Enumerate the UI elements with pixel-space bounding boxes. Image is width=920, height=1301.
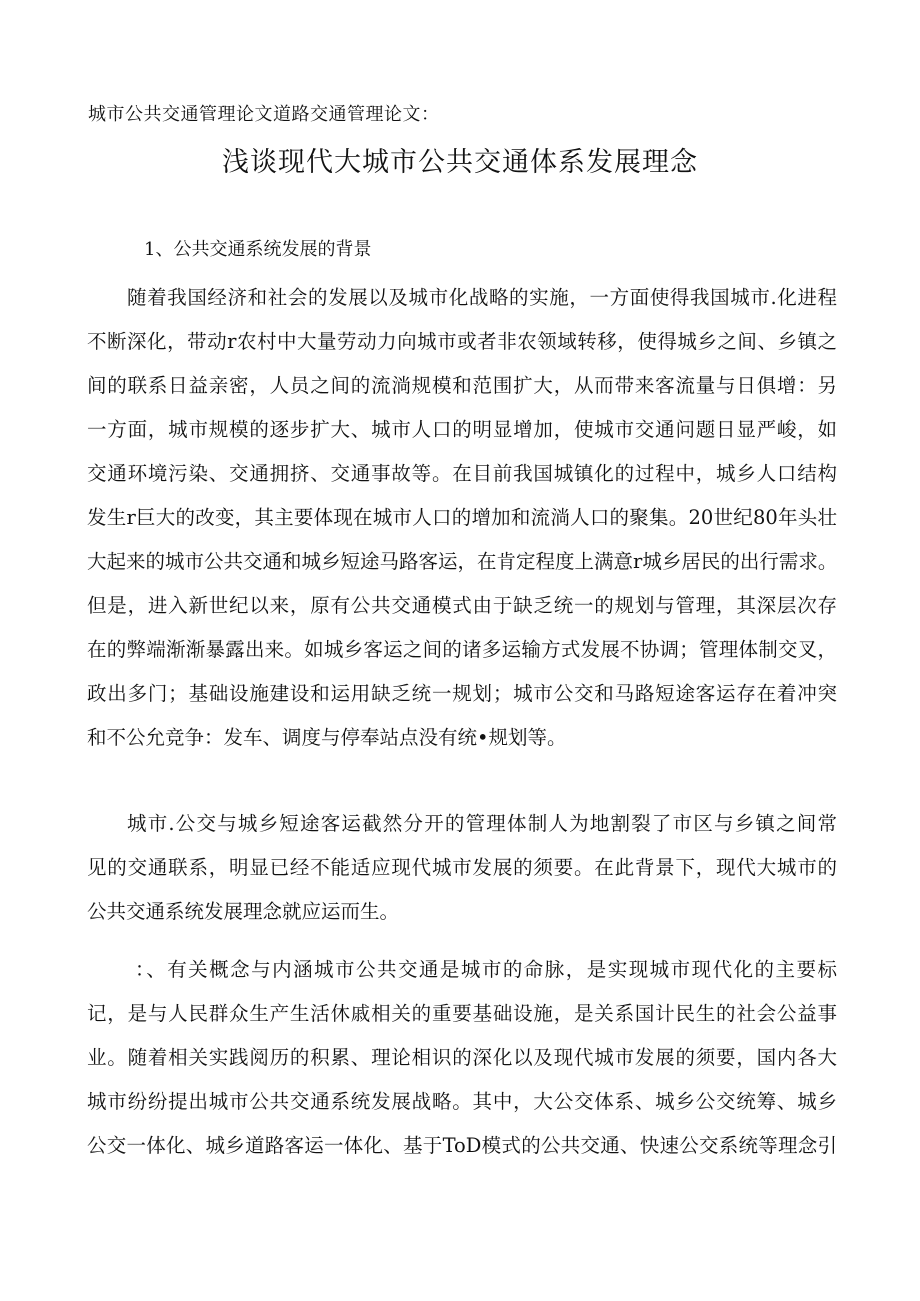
document-header-line: 城市公共交通管理论文道路交通管理论文： bbox=[88, 104, 440, 125]
paragraph-line: 不断深化，带动r农村中大量劳动力向城市或者非农领域转移，使得城乡之间、乡镇之 bbox=[87, 330, 837, 353]
paragraph-line: 公交一体化、城乡道路客运一体化、基于ToD模式的公共交通、快速公交系统等理念引 bbox=[87, 1134, 837, 1157]
paragraph-line: 一方面，城市规模的逐步扩大、城市人口的明显增加，使城市交通问题日显严峻，如 bbox=[87, 418, 837, 441]
paragraph-line: 在的弊端渐渐暴露出来。如城乡客运之间的诸多运输方式发展不协调；管理体制交叉， bbox=[87, 638, 837, 661]
paragraph-line: 公共交通系统发展理念就应运而生。 bbox=[87, 900, 400, 923]
paragraph-line: 政出多门；基础设施建设和运用缺乏统一规划；城市公交和马路短途客运存在着冲突 bbox=[87, 682, 837, 705]
document-title: 浅谈现代大城市公共交通体系发展理念 bbox=[222, 147, 698, 178]
paragraph-background bbox=[87, 276, 837, 760]
paragraph-management bbox=[87, 802, 837, 934]
paragraph-line: 发生r巨大的改变，其主要体现在城市人口的增加和流淌人口的聚集。20世纪80年头壮 bbox=[87, 506, 837, 529]
paragraph-line: 大起来的城市公共交通和城乡短途马路客运，在肯定程度上满意r城乡居民的出行需求。 bbox=[87, 550, 837, 573]
paragraph-line: 交通环境污染、交通拥挤、交通事故等。在目前我国城镇化的过程中，城乡人口结构 bbox=[87, 462, 837, 485]
paragraph-line: ：、有关概念与内涵城市公共交通是城市的命脉，是实现城市现代化的主要标 bbox=[135, 958, 837, 981]
paragraph-concepts bbox=[87, 948, 837, 1168]
section-heading: 1、公共交通系统发展的背景 bbox=[144, 239, 372, 260]
paragraph-line: 记，是与人民群众生产生活休戚相关的重要基础设施，是关系国计民生的社会公益事 bbox=[87, 1002, 837, 1025]
paragraph-line: 间的联系日益亲密，人员之间的流淌规模和范围扩大，从而带来客流量与日俱增：另 bbox=[87, 374, 837, 397]
paragraph-line: 和不公允竞争：发车、调度与停奉站点没有统•规划等。 bbox=[87, 726, 567, 749]
paragraph-line: 城市纷纷提出城市公共交通系统发展战略。其中，大公交体系、城乡公交统筹、城乡 bbox=[87, 1090, 837, 1113]
paragraph-line: 见的交通联系，明显已经不能适应现代城市发展的须要。在此背景下，现代大城市的 bbox=[87, 856, 837, 879]
paragraph-line: 随着我国经济和社会的发展以及城市化战略的实施，一方面使得我国城市.化进程 bbox=[127, 286, 837, 309]
paragraph-line: 业。随着相关实践阅历的积累、理论相识的深化以及现代城市发展的须要，国内各大 bbox=[87, 1046, 837, 1069]
paragraph-line: 但是，进入新世纪以来，原有公共交通模式由于缺乏统一的规划与管理，其深层次存 bbox=[87, 594, 837, 617]
paragraph-line: 城市.公交与城乡短途客运截然分开的管理体制人为地割裂了市区与乡镇之间常 bbox=[127, 812, 837, 835]
